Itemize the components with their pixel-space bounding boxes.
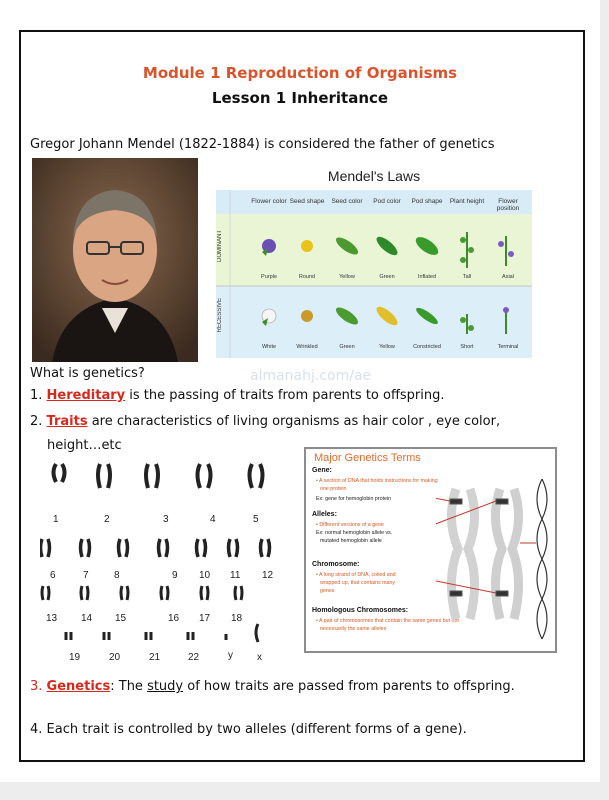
- karyotype-label: 12: [262, 570, 274, 581]
- alleles-desc: • Different versions of a gene: [316, 522, 385, 528]
- karyotype-label: x: [257, 652, 262, 663]
- homologous-desc: • A pair of chromosomes that contain the same genes but not: [316, 618, 459, 624]
- point-4: 4. Each trait is controlled by two alleles (different forms of a gene).: [30, 722, 467, 737]
- homologous-desc-2: necessarily the same alleles: [320, 626, 387, 632]
- karyotype-label: 10: [199, 570, 211, 581]
- point-3: [30, 679, 515, 694]
- point-1-text: is the passing of traits from parents to offspring.: [125, 388, 445, 403]
- recessive-value: Green: [339, 344, 355, 350]
- karyotype-label: y: [228, 650, 233, 661]
- term-hereditary: Hereditary: [46, 388, 126, 403]
- point-2-number: 2.: [30, 414, 43, 429]
- karyotype-label: 5: [253, 514, 259, 525]
- genetics-terms-title: Major Genetics Terms: [314, 452, 421, 464]
- recessive-value: Yellow: [379, 344, 395, 350]
- karyotype-label: 13: [46, 613, 58, 624]
- column-header: Pod shape: [411, 198, 443, 205]
- module-title: Module 1 Reproduction of Organisms: [142, 64, 458, 82]
- term-traits: Traits: [46, 414, 88, 429]
- chromosome-label: Chromosome:: [312, 561, 360, 568]
- point-1-number: 1.: [30, 388, 43, 403]
- karyotype-figure: [40, 462, 290, 662]
- karyotype-label: 4: [210, 514, 216, 525]
- mendel-portrait: [32, 158, 198, 362]
- karyotype-label: 22: [188, 652, 200, 663]
- gene-desc: • A section of DNA that holds instructions for making: [316, 478, 438, 484]
- karyotype-label: 11: [230, 570, 241, 581]
- gene-example: Ex: gene for hemoglobin protein: [316, 496, 392, 502]
- watermark: almanahj.com/ae: [250, 368, 372, 384]
- karyotype-label: 2: [104, 514, 110, 525]
- dominant-value: Tall: [462, 274, 472, 280]
- karyotype-label: 8: [114, 570, 120, 581]
- column-header: Flower color: [251, 198, 287, 205]
- recessive-value: Wrinkled: [296, 344, 318, 350]
- homologous-label: Homologous Chromosomes:: [312, 607, 409, 614]
- mendels-laws-figure: [216, 168, 532, 358]
- karyotype-label: 14: [81, 613, 93, 624]
- point-2-text: are characteristics of living organisms as hair color , eye color,: [87, 414, 501, 429]
- karyotype-label: 19: [69, 652, 81, 663]
- recessive-value: Constricted: [413, 344, 441, 350]
- karyotype-label: 15: [115, 613, 127, 624]
- alleles-example: Ex: normal hemoglobin allele vs.: [316, 530, 393, 536]
- karyotype-label: 1: [53, 514, 59, 525]
- gene-label: Gene:: [312, 467, 332, 474]
- gene-desc-cont: one protein: [320, 486, 347, 492]
- column-header: Seed color: [331, 198, 363, 205]
- recessive-value: Terminal: [497, 344, 519, 350]
- karyotype-label: 20: [109, 652, 121, 663]
- question-heading: What is genetics?: [30, 366, 145, 381]
- point-2-continuation: height…etc: [47, 438, 122, 453]
- recessive-value: White: [261, 344, 277, 350]
- alleles-example-cont: mutated hemoglobin allele: [320, 538, 382, 544]
- alleles-label: Alleles:: [312, 511, 337, 518]
- dominant-value: Yellow: [339, 274, 355, 280]
- point-3-number: 3.: [30, 679, 43, 694]
- recessive-value: Short: [460, 344, 474, 350]
- lesson-title: Lesson 1 Inheritance: [211, 89, 389, 107]
- chromosome-desc: • A long strand of DNA, coiled and: [316, 572, 396, 578]
- dominant-value: Inflated: [417, 274, 437, 280]
- karyotype-label: 16: [168, 613, 180, 624]
- dominant-row-label: DOMINANT: [217, 230, 223, 262]
- point-1: [30, 388, 445, 403]
- karyotype-label: 17: [199, 613, 211, 624]
- genetics-terms-box: [304, 447, 557, 653]
- point-3-text-a: : The: [110, 679, 148, 694]
- column-header: Flower position: [496, 198, 520, 212]
- intro-text: Gregor Johann Mendel (1822-1884) is considered the father of genetics: [30, 137, 495, 152]
- karyotype-label: 3: [163, 514, 169, 525]
- dominant-value: Axial: [502, 274, 514, 280]
- karyotype-label: 21: [149, 652, 161, 663]
- karyotype-label: 18: [231, 613, 243, 624]
- mendels-laws-title: Mendel's Laws: [327, 168, 421, 184]
- column-header: Pod color: [373, 198, 401, 205]
- karyotype-label: 7: [83, 570, 89, 581]
- term-genetics: Genetics: [46, 679, 111, 694]
- column-header: Plant height: [449, 198, 485, 205]
- chromosome-illustration: [436, 479, 556, 649]
- column-header: Seed shape: [289, 198, 325, 205]
- term-study: study: [147, 679, 184, 694]
- dominant-value: Round: [298, 274, 316, 280]
- dominant-value: Purple: [261, 274, 277, 280]
- chromosome-desc-2: wrapped up, that contains many: [320, 580, 396, 586]
- recessive-row-label: RECESSIVE: [217, 298, 223, 333]
- point-2: [30, 414, 500, 429]
- karyotype-label: 9: [172, 570, 178, 581]
- karyotype-label: 6: [50, 570, 56, 581]
- chromosome-desc-3: genes: [320, 588, 335, 594]
- point-3-text-b: of how traits are passed from parents to offspring.: [183, 679, 515, 694]
- dominant-value: Green: [379, 274, 395, 280]
